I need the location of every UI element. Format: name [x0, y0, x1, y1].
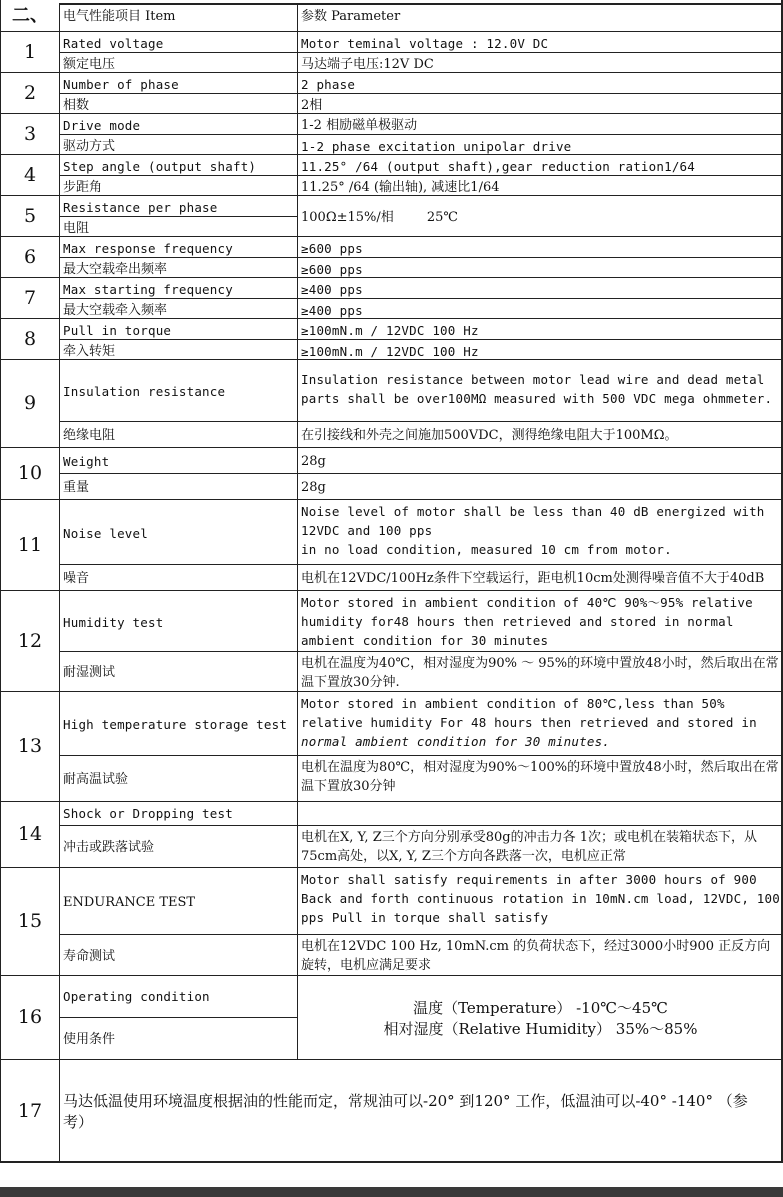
- row-number: 16: [0, 975, 59, 1059]
- param-en: ≥600 pps: [297, 236, 783, 257]
- item-cn: 驱动方式: [59, 134, 297, 154]
- param-cn: 1-2 相励磁单极驱动: [297, 113, 783, 134]
- item-en: Pull in torque: [59, 318, 297, 339]
- row-number: 3: [0, 113, 59, 154]
- param-cn: ≥100mN.m / 12VDC 100 Hz: [297, 339, 783, 359]
- operating-condition-value: [297, 975, 783, 1059]
- row-number: 12: [0, 590, 59, 691]
- item-cn: 最大空载牵入频率: [59, 298, 297, 318]
- param-en: ≥400 pps: [297, 277, 783, 298]
- item-en: Drive mode: [59, 113, 297, 134]
- item-en: ENDURANCE TEST: [59, 867, 297, 934]
- row-number: 10: [0, 447, 59, 499]
- row-number: 13: [0, 691, 59, 801]
- param-blank: [297, 801, 783, 825]
- row-number: 1: [0, 31, 59, 72]
- param-en: ≥100mN.m / 12VDC 100 Hz: [297, 318, 783, 339]
- row-number: 6: [0, 236, 59, 277]
- item-cn: 冲击或跌落试验: [59, 825, 297, 867]
- param-en: Motor teminal voltage : 12.0V DC: [297, 31, 783, 52]
- param-cn: 电机在温度为40℃，相对湿度为90% ～ 95%的环境中置放48小时，然后取出在常温下置放30分钟.: [297, 651, 783, 691]
- param-cn: 电机在12VDC 100 Hz, 10mN.cm 的负荷状态下，经过3000小时900 正反方向旋转，电机应满足要求: [297, 934, 783, 975]
- item-cn: 牵入转矩: [59, 339, 297, 359]
- temperature-range: 温度（Temperature） -10℃～45℃: [413, 999, 668, 1017]
- item-cn: 耐湿测试: [59, 651, 297, 691]
- item-cn: 噪音: [59, 564, 297, 590]
- parameter-column-header: 参数 Parameter: [297, 5, 783, 31]
- param-en: 11.25° /64 (output shaft),gear reduction ration1/64: [297, 154, 783, 175]
- item-en: Humidity test: [59, 590, 297, 651]
- param-en: 1-2 phase excitation unipolar drive: [297, 134, 783, 154]
- param-en: [297, 499, 783, 564]
- param-cn: 电机在X, Y, Z三个方向分别承受80g的冲击力各 1次；或电机在装箱状态下，从75cm高处，以X, Y, Z三个方向各跌落一次，电机应正常: [297, 825, 783, 867]
- row-number: 17: [0, 1059, 59, 1163]
- section-number: 二、: [0, 0, 59, 31]
- param-value: 100Ω±15%/相 25℃: [297, 195, 783, 236]
- humidity-range: 相对湿度（Relative Humidity） 35%～85%: [383, 1020, 698, 1038]
- item-en: Number of phase: [59, 72, 297, 93]
- row-number: 15: [0, 867, 59, 975]
- item-en: High temperature storage test: [59, 691, 297, 755]
- item-en: Noise level: [59, 499, 297, 564]
- item-cn: 重量: [59, 473, 297, 499]
- item-en: Max starting frequency: [59, 277, 297, 298]
- item-cn: 寿命测试: [59, 934, 297, 975]
- param-cn: 2相: [297, 93, 783, 113]
- param-cn: ≥600 pps: [297, 257, 783, 277]
- item-en: Step angle (output shaft): [59, 154, 297, 175]
- param-en-line-1: Noise level of motor shall be less than 40 dB energized with 12VDC and 100 pps: [301, 504, 765, 538]
- row-number: 2: [0, 72, 59, 113]
- row-number: 7: [0, 277, 59, 318]
- param-en: Insulation resistance between motor lead wire and dead metal parts shall be over100MΩ measured with 500 VDC mega ohmmeter.: [297, 359, 783, 421]
- param-cn: 28g: [297, 473, 783, 499]
- param-en: 28g: [297, 447, 783, 473]
- param-en: Motor shall satisfy requirements in after 3000 hours of 900 Back and forth continuous rotation in 10mN.cm load, 12VDC, 100 pps Pull in torque shall satisfy: [297, 867, 783, 934]
- item-en: Shock or Dropping test: [59, 801, 297, 825]
- item-en: Operating condition: [59, 975, 297, 1017]
- param-en: [297, 691, 783, 755]
- item-en: Resistance per phase: [59, 195, 297, 216]
- note-text: 马达低温使用环境温度根据油的性能而定，常规油可以-20° 到120° 工作，低温油可以-40° -140° （参考）: [59, 1059, 783, 1163]
- item-en: Insulation resistance: [59, 359, 297, 421]
- item-cn: 最大空载牵出频率: [59, 257, 297, 277]
- param-cn: 电机在12VDC/100Hz条件下空载运行，距电机10cm处测得噪音值不大于40dB: [297, 564, 783, 590]
- item-en: Max response frequency: [59, 236, 297, 257]
- item-cn: 相数: [59, 93, 297, 113]
- item-cn: 绝缘电阻: [59, 421, 297, 447]
- row-number: 5: [0, 195, 59, 236]
- item-cn: 额定电压: [59, 52, 297, 72]
- item-cn: 步距角: [59, 175, 297, 195]
- param-cn: 马达端子电压:12V DC: [297, 52, 783, 72]
- param-en-line-2: in no load condition, measured 10 cm from motor.: [301, 542, 672, 557]
- param-cn: 在引接线和外壳之间施加500VDC，测得绝缘电阻大于100MΩ。: [297, 421, 783, 447]
- item-column-header: 电气性能项目 Item: [59, 5, 297, 31]
- param-en-text-italic: normal ambient condition for 30 minutes.: [301, 734, 611, 749]
- param-en-text: Motor stored in ambient condition of 80℃,less than 50% relative humidity For 48 hours then retrieved and stored in: [301, 696, 757, 730]
- param-en: Motor stored in ambient condition of 40℃ 90%～95% relative humidity for48 hours then retrieved and stored in normal ambient condition for 30 minutes: [297, 590, 783, 651]
- item-en: Rated voltage: [59, 31, 297, 52]
- param-cn: 电机在温度为80℃，相对湿度为90%～100%的环境中置放48小时，然后取出在常温下置放30分钟: [297, 755, 783, 801]
- row-number: 4: [0, 154, 59, 195]
- item-en: Weight: [59, 447, 297, 473]
- table-bottom-border: [0, 1161, 783, 1163]
- item-cn: 电阻: [59, 216, 297, 236]
- item-cn: 耐高温试验: [59, 755, 297, 801]
- row-number: 14: [0, 801, 59, 867]
- footer-bar: [0, 1187, 783, 1197]
- row-number: 11: [0, 499, 59, 590]
- param-cn: ≥400 pps: [297, 298, 783, 318]
- param-cn: 11.25° /64 (输出轴), 减速比1/64: [297, 175, 783, 195]
- param-en: 2 phase: [297, 72, 783, 93]
- item-cn: 使用条件: [59, 1017, 297, 1059]
- row-number: 9: [0, 359, 59, 447]
- row-number: 8: [0, 318, 59, 359]
